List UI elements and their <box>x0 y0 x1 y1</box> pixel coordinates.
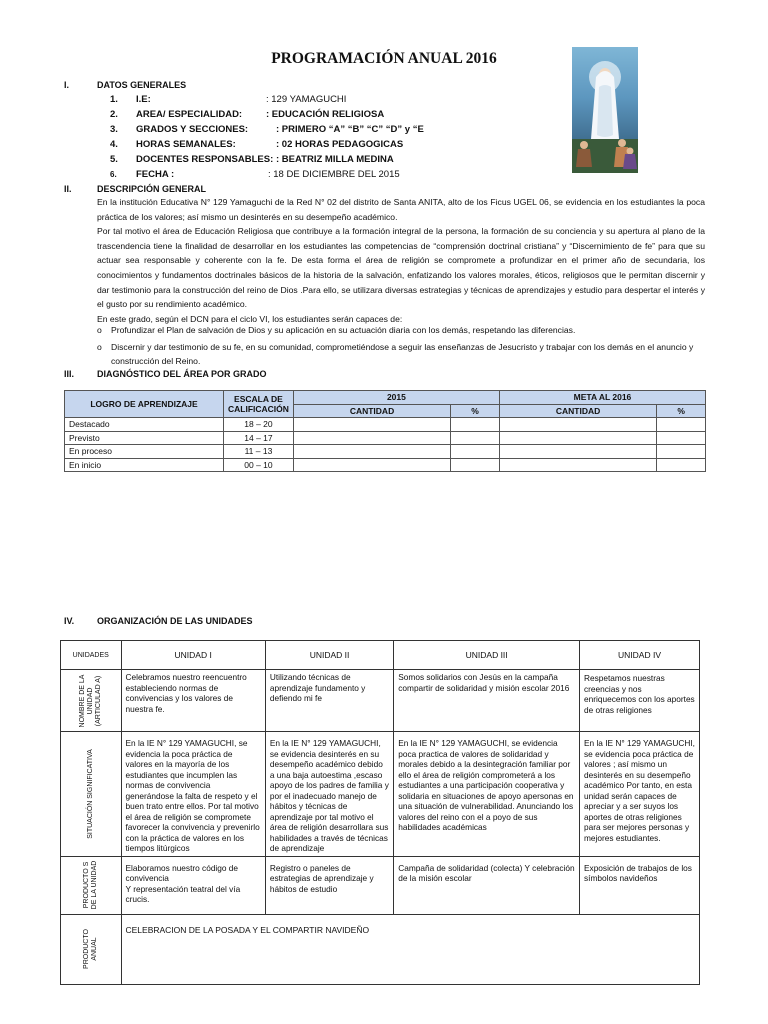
datos-label: AREA/ ESPECIALIDAD: <box>136 109 243 120</box>
datos-label: DOCENTES RESPONSABLES: <box>136 154 274 165</box>
row-label-text: PRODUCTO ANUAL <box>82 929 98 969</box>
description-paragraph: En este grado, según el DCN para el ciclo VI, los estudiantes serán capaces de: <box>97 313 403 324</box>
header-pct: % <box>657 404 706 418</box>
row-label <box>61 670 122 732</box>
table-row <box>61 914 700 984</box>
logro-cell: Previsto <box>65 431 224 445</box>
unit-cell: Somos solidarios con Jesús en la campaña compartir de solidaridad y misión escolar 2016 <box>394 670 580 732</box>
datos-num: 2. <box>110 109 118 120</box>
empty-cell <box>451 431 500 445</box>
annual-product-cell: CELEBRACION DE LA POSADA Y EL COMPARTIR NAVIDEÑO <box>121 914 700 984</box>
empty-cell <box>657 445 706 459</box>
logro-cell: En proceso <box>65 445 224 459</box>
section-number: III. <box>64 369 75 379</box>
description-text <box>97 195 705 326</box>
empty-cell <box>293 445 450 459</box>
header-cantidad: CANTIDAD <box>293 404 450 418</box>
religious-image <box>572 47 638 173</box>
section-title: DESCRIPCIÓN GENERAL <box>97 184 207 194</box>
table-row <box>65 431 706 445</box>
table-row <box>65 418 706 432</box>
section-title: DATOS GENERALES <box>97 80 187 90</box>
empty-cell <box>499 458 656 472</box>
datos-label: HORAS SEMANALES: <box>136 139 236 150</box>
datos-label: GRADOS Y SECCIONES: <box>136 124 249 135</box>
empty-cell <box>451 418 500 432</box>
unit-cell: En la IE N° 129 YAMAGUCHI, se evidencia desinterés en su desempeño académico debido a una baja autoestima ,escaso apoyo de los padres de familia y por el inadecuado manejo de hábitos y técnicas de aprendizaje por tal motivo el área de religión desarrollara sus habilidades a través de técnicas de aprendizaje <box>265 732 393 857</box>
section-title: ORGANIZACIÓN DE LAS UNIDADES <box>97 616 253 626</box>
list-item <box>97 323 705 337</box>
table-row <box>61 732 700 857</box>
datos-value: : 18 DE DICIEMBRE DEL 2015 <box>268 169 400 180</box>
datos-num: 1. <box>110 94 118 105</box>
escala-cell: 00 – 10 <box>224 458 294 472</box>
header-unit: UNIDAD III <box>394 641 580 670</box>
description-paragraph: Por tal motivo el área de Educación Religiosa que contribuye a la formación integral de la persona, la formación de su conciencia y su apertura al plano de la trascendencia tiene la finalidad de desarrollar en los estudiantes las competencias de “comprensión doctrinal cristiana” y “Discernimiento de fe” para que su actuar sea responsable y coherente con la fe. De esta forma el área de religión se compromete a profundizar en el primer año de secundaria, los conocimientos y fundamentos doctrinales básicos de la historia de la salvación, enfatizando los valores morales, éticos, religiosos que le permitan discernir y dar testimonio para la construcción del reino de Dios .Para ello, se utilizara diversas estrategias y técnicas de aprendizajes y estudio para despertar el interés y el gusto por su rendimiento académico. <box>97 226 705 310</box>
list-item-text: Discernir y dar testimonio de su fe, en su comunidad, comprometiéndose a seguir las enseñanzas de Jesucristo y trabajar con los demás en el anuncio y construcción del Reino. <box>111 342 694 367</box>
table-row <box>61 856 700 914</box>
empty-cell <box>293 418 450 432</box>
datos-value: : EDUCACIÓN RELIGIOSA <box>266 109 385 120</box>
header-logro: LOGRO DE APRENDIZAJE <box>65 391 224 418</box>
unit-cell: En la IE N° 129 YAMAGUCHI, se evidencia la poca práctica de valores en la mayoría de los estudiantes que incumplen las normas de convivencia generándose la falta de respeto y el buen trato entre ellos. Por tal motivo el área de religión se compromete favorecer la convivencia y prevenirlo con la práctica de valores en los tiempos litúrgicos <box>121 732 265 857</box>
empty-cell <box>451 458 500 472</box>
diagnosis-table <box>64 390 706 472</box>
datos-label: I.E: <box>136 94 151 105</box>
units-table <box>60 640 700 985</box>
unit-cell: Utilizando técnicas de aprendizaje fundamento y defiendo mi fe <box>265 670 393 732</box>
row-label <box>61 914 122 984</box>
table-row <box>65 445 706 459</box>
header-unidades: UNIDADES <box>61 641 122 670</box>
page-title: PROGRAMACIÓN ANUAL 2016 <box>271 50 497 67</box>
description-paragraph: En la institución Educativa N° 129 Yamaguchi de la Red N° 02 del distrito de Santa ANITA, alto de los Ficus UGEL 06, se evidencia en los estudiantes la poca práctica de los valores; así mismo un desinterés en su desempeño académico. <box>97 197 705 222</box>
empty-cell <box>499 418 656 432</box>
unit-cell: Campaña de solidaridad (colecta) Y celebración de la misión escolar <box>394 856 580 914</box>
escala-cell: 11 – 13 <box>224 445 294 459</box>
section-number: II. <box>64 184 72 194</box>
header-pct: % <box>451 404 500 418</box>
escala-cell: 14 – 17 <box>224 431 294 445</box>
empty-cell <box>657 418 706 432</box>
datos-num: 4. <box>110 139 118 150</box>
unit-cell: Elaboramos nuestro código de convivencia Y representación teatral del vía crucis. <box>121 856 265 914</box>
unit-cell: Celebramos nuestro reencuentro estableciendo normas de convivencias y los valores de nuestra fe. <box>121 670 265 732</box>
row-label-text: SITUACIÓN SIGNIFICATIVA <box>86 748 94 839</box>
datos-value: : PRIMERO “A” “B” “C” “D” y “E <box>276 124 424 135</box>
logro-cell: Destacado <box>65 418 224 432</box>
header-unit: UNIDAD II <box>265 641 393 670</box>
row-label-text: PRODUCTO S DE LA UNIDAD <box>82 860 98 910</box>
bullet-icon: o <box>97 325 102 335</box>
list-item-text: Profundizar el Plan de salvación de Dios y su aplicación en su actuación diaria con los demás, respetando las diferencias. <box>111 325 576 335</box>
datos-num: 5. <box>110 154 118 165</box>
row-label-text: NOMBRE DE LA UNIDAD (ARTICULAD A) <box>78 674 102 727</box>
empty-cell <box>499 445 656 459</box>
unit-cell: En la IE N° 129 YAMAGUCHI, se evidencia poca practica de valores de solidaridad y morales debido a la desintegración familiar por ello el área de religión comprometerá a los estudiantes a una participación cooperativa y solidaria en situaciones de apoyo apersonas en una situación de vulnerabilidad. Anunciando los valores del reino con el a poyo de sus habilidades académicas <box>394 732 580 857</box>
empty-cell <box>499 431 656 445</box>
section-number: IV. <box>64 616 75 626</box>
escala-cell: 18 – 20 <box>224 418 294 432</box>
datos-num: 3. <box>110 124 118 135</box>
empty-cell <box>451 445 500 459</box>
row-label <box>61 856 122 914</box>
empty-cell <box>293 431 450 445</box>
list-item <box>97 340 705 368</box>
header-unit: UNIDAD IV <box>580 641 700 670</box>
datos-value: : 02 HORAS PEDAGOGICAS <box>276 139 404 150</box>
header-cantidad: CANTIDAD <box>499 404 656 418</box>
unit-cell: Respetamos nuestras creencias y nos enriquecemos con los aportes de otras religiones <box>580 670 700 732</box>
unit-cell: Registro o paneles de estrategias de aprendizaje y hábitos de estudio <box>265 856 393 914</box>
table-row <box>65 458 706 472</box>
datos-value: : BEATRIZ MILLA MEDINA <box>276 154 394 165</box>
empty-cell <box>657 458 706 472</box>
capacities-list <box>97 323 705 369</box>
row-label <box>61 732 122 857</box>
section-title: DIAGNÓSTICO DEL ÁREA POR GRADO <box>97 369 267 379</box>
datos-value: : 129 YAMAGUCHI <box>266 94 347 105</box>
header-escala: ESCALA DE CALIFICACIÓN <box>224 391 294 418</box>
logro-cell: En inicio <box>65 458 224 472</box>
datos-num: 6. <box>110 170 117 179</box>
empty-cell <box>293 458 450 472</box>
header-2015: 2015 <box>293 391 499 405</box>
virgin-mary-illustration <box>572 47 638 173</box>
empty-cell <box>657 431 706 445</box>
section-number: I. <box>64 80 70 90</box>
unit-cell: En la IE N° 129 YAMAGUCHI, se evidencia poca práctica de valores ; así mismo un desinterés en su desempeño académico Por tanto, en esta unidad serán capaces de apreciar y a ser suyos los aportes de otras religiones para ser mejores personas y mejores estudiantes. <box>580 732 700 857</box>
header-unit: UNIDAD I <box>121 641 265 670</box>
datos-label: FECHA : <box>136 169 175 180</box>
unit-cell: Exposición de trabajos de los símbolos navideños <box>580 856 700 914</box>
bullet-icon: o <box>97 342 102 353</box>
header-meta: META AL 2016 <box>499 391 705 405</box>
table-row <box>61 670 700 732</box>
